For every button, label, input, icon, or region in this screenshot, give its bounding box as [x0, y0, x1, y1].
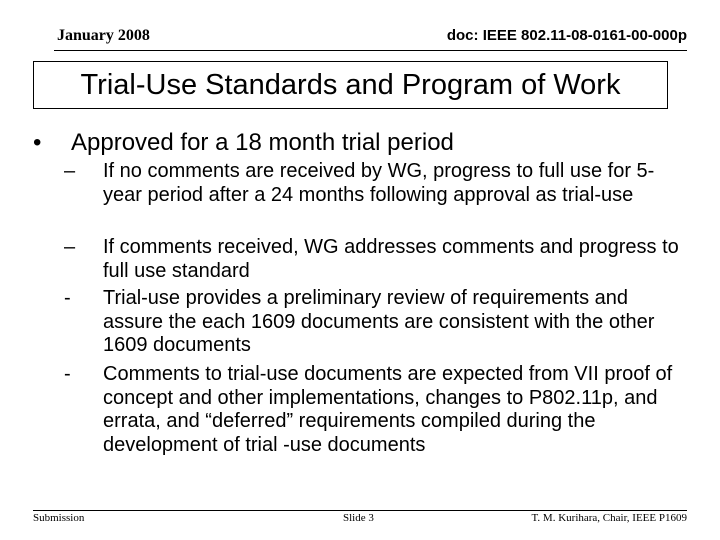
footer-divider — [33, 510, 687, 511]
sub-bullet-text: Trial-use provides a preliminary review of requirements and assure the each 1609 documents are consistent with the other 1609 documents — [103, 287, 655, 356]
sub-bullet-1 — [64, 160, 684, 207]
header-date: January 2008 — [57, 27, 150, 44]
main-bullet — [33, 129, 454, 157]
sub-bullet-4 — [64, 363, 684, 457]
header-doc-id: doc: IEEE 802.11-08-0161-00-000p — [446, 27, 687, 44]
sub-bullet-2 — [64, 236, 684, 283]
header-divider — [54, 50, 687, 51]
hyphen-marker: - — [64, 363, 71, 385]
bullet-dot-icon: • — [33, 129, 42, 156]
dash-marker: – — [64, 160, 76, 182]
slide-title-box — [33, 61, 668, 109]
slide-title: Trial-Use Standards and Program of Work — [80, 68, 621, 101]
sub-bullet-text: If no comments are received by WG, progress to full use for 5-year period after a 24 months following approval as trial-use — [103, 160, 655, 206]
footer-author: T. M. Kurihara, Chair, IEEE P1609 — [531, 512, 687, 524]
sub-bullet-3 — [64, 287, 684, 358]
sub-bullet-text: If comments received, WG addresses comments and progress to full use standard — [103, 236, 679, 282]
sub-bullet-text: Comments to trial-use documents are expected from VII proof of concept and other implementations, changes to P802.11p, and errata, and “deferred” requirements compiled during the development of trial -use documents — [103, 363, 673, 456]
main-bullet-text: Approved for a 18 month trial period — [71, 129, 454, 156]
hyphen-marker: - — [64, 287, 71, 309]
footer-submission: Submission — [33, 512, 85, 524]
footer-slide-number: Slide 3 — [343, 512, 374, 524]
dash-marker: – — [64, 236, 76, 258]
